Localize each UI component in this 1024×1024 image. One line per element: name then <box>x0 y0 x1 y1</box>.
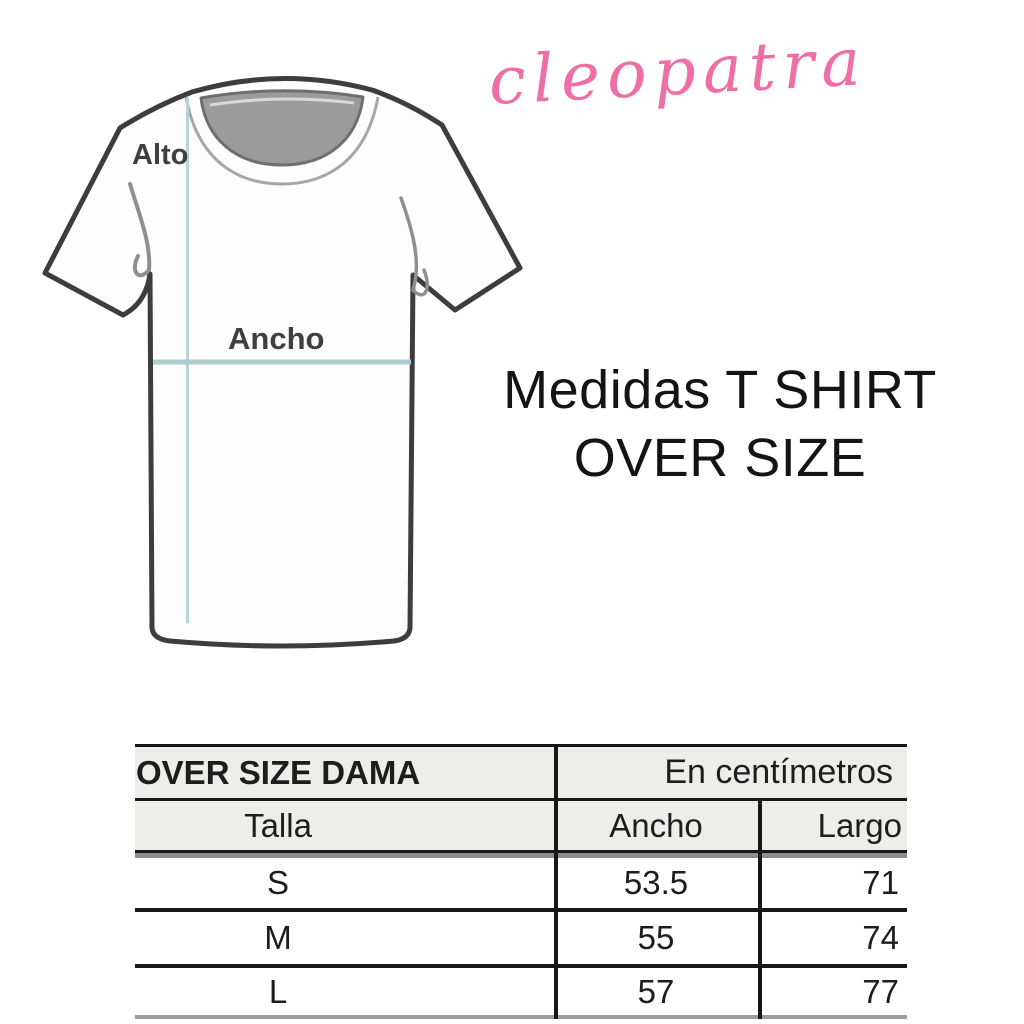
table-vertical-divider-2 <box>758 801 762 1019</box>
cell-size: S <box>266 864 289 901</box>
cell-length: 77 <box>862 972 899 1010</box>
size-table <box>135 744 907 1019</box>
col-header-talla: Talla <box>244 806 312 844</box>
cell-size: M <box>264 919 292 956</box>
table-row-s <box>135 858 907 912</box>
group-header-left: OVER SIZE DAMA <box>136 753 421 791</box>
col-header-ancho: Ancho <box>609 806 703 844</box>
cell-width: 55 <box>637 919 675 956</box>
height-label: Alto <box>132 139 189 171</box>
table-vertical-divider-1 <box>554 747 558 1019</box>
table-row-m <box>135 912 907 968</box>
page-title-line2: OVER SIZE <box>573 428 867 488</box>
table-group-header-row <box>135 747 907 801</box>
col-header-largo: Largo <box>817 806 902 844</box>
table-bottom-border <box>135 1015 907 1019</box>
cell-length: 74 <box>862 919 899 956</box>
width-label: Ancho <box>228 321 325 356</box>
cell-width: 57 <box>637 972 675 1010</box>
table-column-header-row <box>135 801 907 853</box>
table-row-l <box>135 968 907 1015</box>
page-title <box>450 356 990 492</box>
brand-logo: cleopatra <box>486 22 870 120</box>
cell-length: 71 <box>862 864 899 901</box>
cell-width: 53.5 <box>623 864 689 901</box>
group-header-right: En centímetros <box>664 753 893 791</box>
page-title-line1: Medidas T SHIRT <box>503 360 937 420</box>
cell-size: L <box>268 972 288 1010</box>
